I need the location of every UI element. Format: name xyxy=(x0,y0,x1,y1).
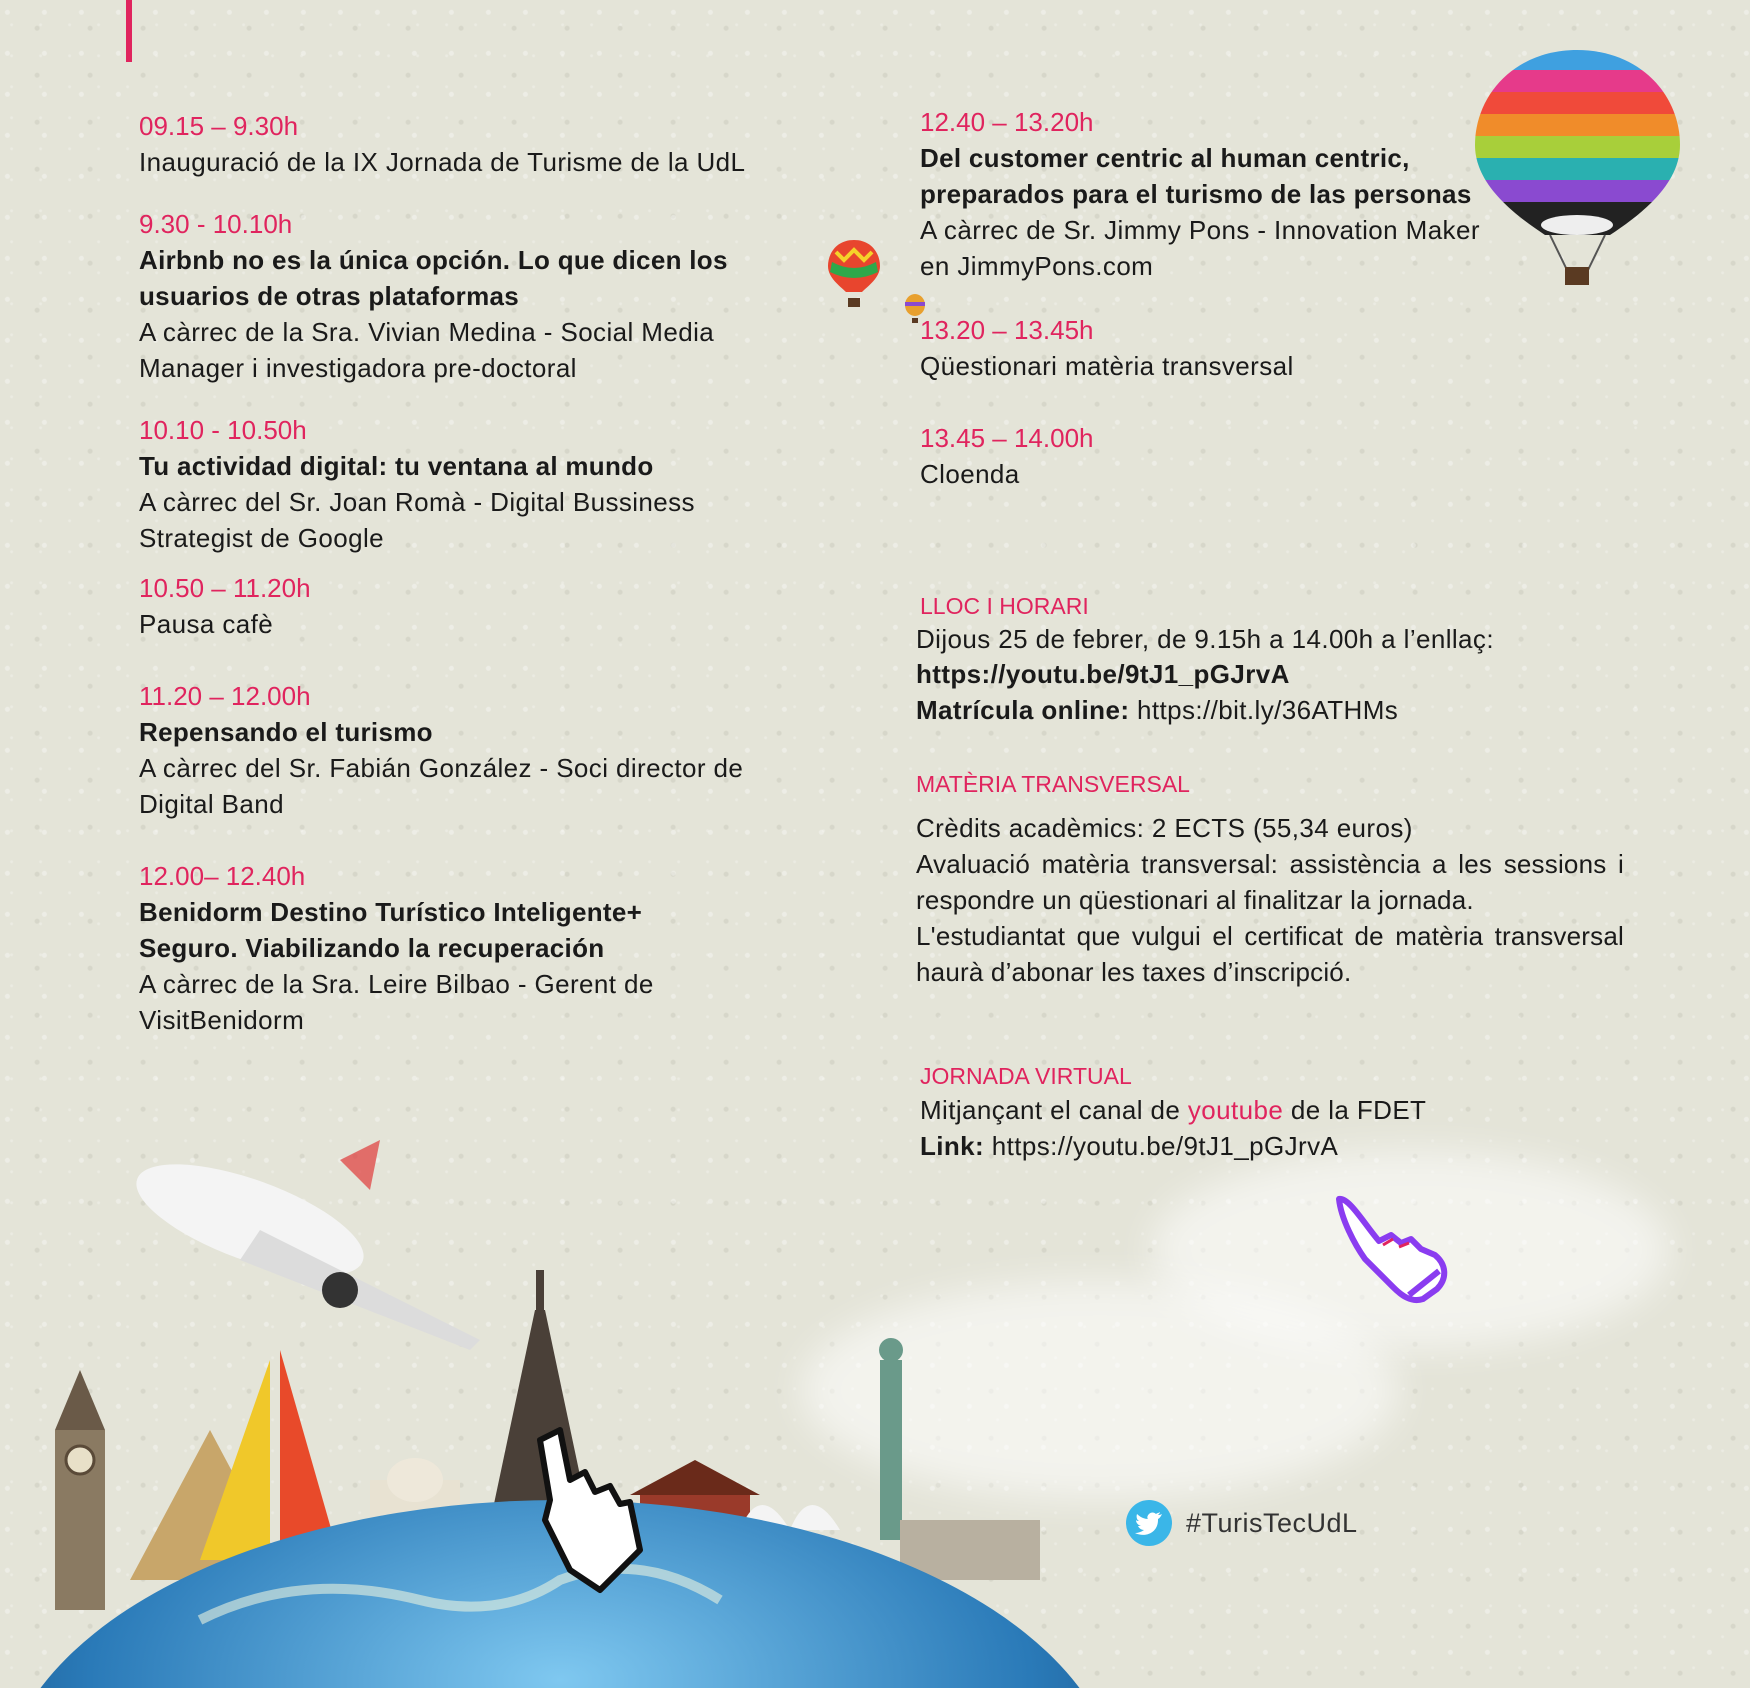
youtube-link[interactable]: youtube xyxy=(1187,1095,1284,1125)
entry-desc: Qüestionari matèria transversal xyxy=(920,351,1294,381)
matricula-line xyxy=(916,692,1560,728)
pointing-hand-icon xyxy=(1335,1195,1455,1305)
entry-time: 10.10 - 10.50h xyxy=(139,415,307,445)
entry-desc: A càrrec de la Sra. Vivian Medina - Social Media Manager i investigadora pre-doctoral xyxy=(139,317,715,383)
program-entry xyxy=(139,678,747,822)
entry-title: Repensando el turismo xyxy=(139,717,433,747)
program-entry xyxy=(139,108,747,180)
materia-heading: MATÈRIA TRANSVERSAL xyxy=(916,771,1190,797)
entry-time: 12.00– 12.40h xyxy=(139,861,306,891)
virtual-link-label: Link: xyxy=(920,1131,985,1161)
entry-desc: Inauguració de la IX Jornada de Turisme de la UdL xyxy=(139,147,746,177)
materia-avaluacio: Avaluació matèria transversal: assistència a les sessions i respondre un qüestionari al finalitzar la jornada. xyxy=(916,849,1624,915)
entry-title: Tu actividad digital: tu ventana al mundo xyxy=(139,451,654,481)
twitter-icon xyxy=(1126,1500,1172,1546)
program-entry xyxy=(920,420,1632,492)
entry-time: 10.50 – 11.20h xyxy=(139,573,311,603)
virtual-pre: Mitjançant el canal de xyxy=(920,1095,1188,1125)
entry-title: Del customer centric al human centric, preparados para el turismo de las personas xyxy=(920,143,1472,209)
matricula-link[interactable]: https://bit.ly/36ATHMs xyxy=(1129,695,1399,725)
virtual-heading: JORNADA VIRTUAL xyxy=(920,1063,1132,1089)
matricula-label: Matrícula online: xyxy=(916,695,1130,725)
entry-time: 13.45 – 14.00h xyxy=(920,423,1094,453)
entry-desc: Pausa cafè xyxy=(139,609,274,639)
program-entry xyxy=(920,104,1500,284)
entry-desc: A càrrec del Sr. Joan Romà - Digital Bussiness Strategist de Google xyxy=(139,487,695,553)
travel-landmarks-illustration xyxy=(0,1100,1100,1688)
program-entry xyxy=(920,312,1632,384)
entry-time: 9.30 - 10.10h xyxy=(139,209,293,239)
entry-time: 11.20 – 12.00h xyxy=(139,681,311,711)
entry-desc: A càrrec de Sr. Jimmy Pons - Innovation Maker en JimmyPons.com xyxy=(920,215,1480,281)
entry-title: Benidorm Destino Turístico Inteligente+ Seguro. Viabilizando la recuperación xyxy=(139,897,643,963)
tiny-balloon-icon xyxy=(904,294,926,324)
program-entry xyxy=(139,206,747,386)
entry-time: 13.20 – 13.45h xyxy=(920,315,1094,345)
virtual-link[interactable]: https://youtu.be/9tJ1_pGJrvA xyxy=(984,1131,1339,1161)
entry-time: 12.40 – 13.20h xyxy=(920,107,1094,137)
entry-title: Airbnb no es la única opción. Lo que dicen los usuarios de otras plataformas xyxy=(139,245,728,311)
hashtag-text: #TurisTecUdL xyxy=(1186,1507,1358,1538)
materia-section xyxy=(916,768,1624,990)
materia-estudiantat: L'estudiantat que vulgui el certificat de matèria transversal haurà d’abonar les taxes d’inscripció. xyxy=(916,921,1624,987)
lloc-line: Dijous 25 de febrer, de 9.15h a 14.00h a l’enllaç: xyxy=(916,624,1494,654)
program-entry xyxy=(139,858,747,1038)
program-entry xyxy=(139,570,747,642)
program-entry xyxy=(139,412,747,556)
entry-desc: A càrrec del Sr. Fabián González - Soci director de Digital Band xyxy=(139,753,744,819)
small-balloon-icon xyxy=(826,238,882,310)
entry-time: 09.15 – 9.30h xyxy=(139,111,299,141)
lloc-section xyxy=(916,590,1560,728)
entry-desc: Cloenda xyxy=(920,459,1020,489)
program-left-column xyxy=(139,108,747,1038)
lloc-heading: LLOC I HORARI xyxy=(920,593,1089,619)
accent-bar xyxy=(126,0,132,62)
virtual-post: de la FDET xyxy=(1283,1095,1427,1125)
twitter-hashtag[interactable] xyxy=(1126,1500,1358,1546)
stream-link[interactable]: https://youtu.be/9tJ1_pGJrvA xyxy=(916,659,1290,689)
entry-desc: A càrrec de la Sra. Leire Bilbao - Gerent de VisitBenidorm xyxy=(139,969,654,1035)
materia-credits: Crèdits acadèmics: 2 ECTS (55,34 euros) xyxy=(916,813,1413,843)
hot-air-balloon-icon xyxy=(1475,45,1680,290)
